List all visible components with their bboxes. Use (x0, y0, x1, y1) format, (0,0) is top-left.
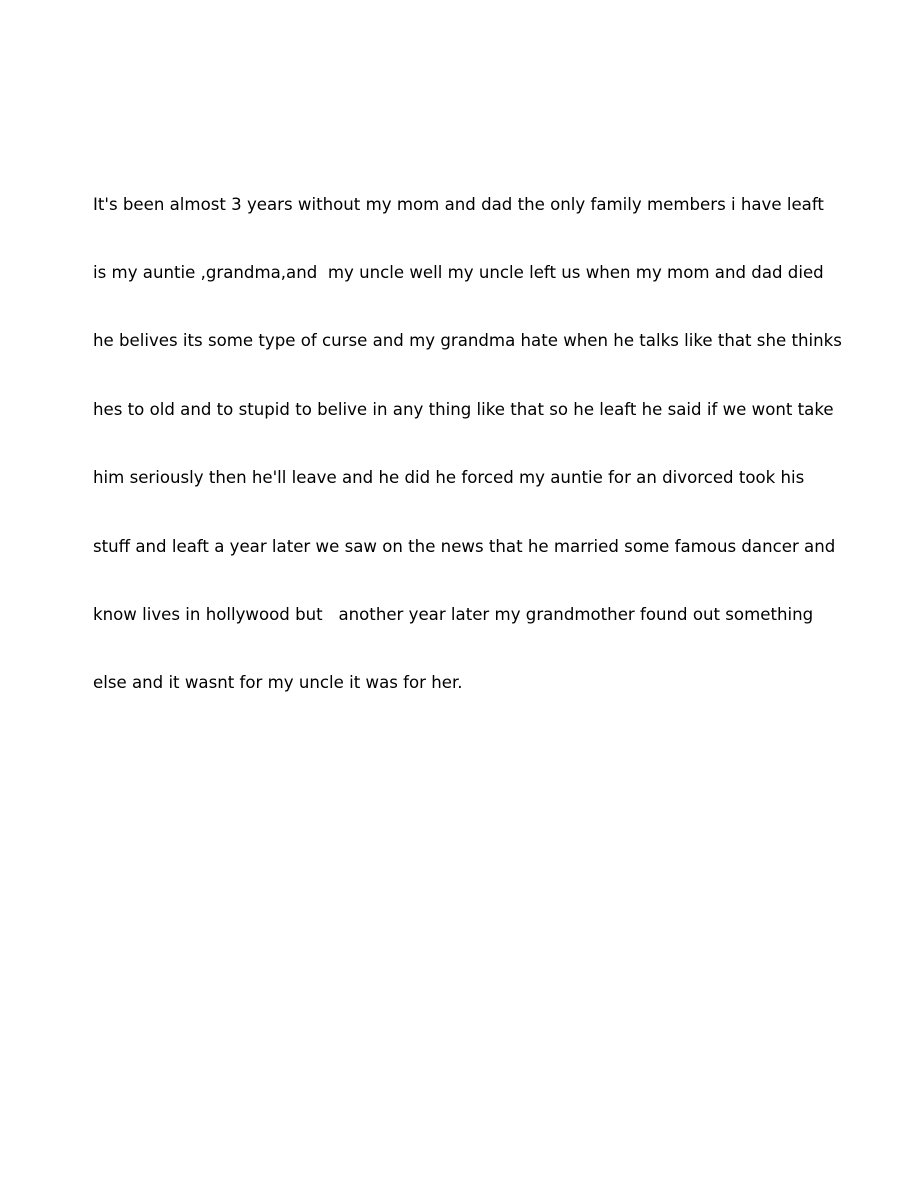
paragraph-line-8: else and it wasnt for my uncle it was for her. (93, 673, 463, 693)
paragraph-line-1: It's been almost 3 years without my mom and dad the only family members i have leaft (93, 194, 824, 214)
paragraph-line-4: hes to old and to stupid to belive in any thing like that so he leaft he said if we wont take (93, 399, 834, 419)
paragraph-line-2: is my auntie ,grandma,and my uncle well my uncle left us when my mom and dad died (93, 262, 824, 282)
paragraph-line-6: stuff and leaft a year later we saw on the news that he married some famous dancer and (93, 536, 836, 556)
paragraph-line-5: him seriously then he'll leave and he did he forced my auntie for an divorced took his (93, 468, 805, 488)
paragraph-line-7: know lives in hollywood but another year later my grandmother found out something (93, 604, 814, 624)
paragraph-line-3: he belives its some type of curse and my grandma hate when he talks like that she thinks (93, 331, 842, 351)
story-paragraph (93, 148, 915, 741)
